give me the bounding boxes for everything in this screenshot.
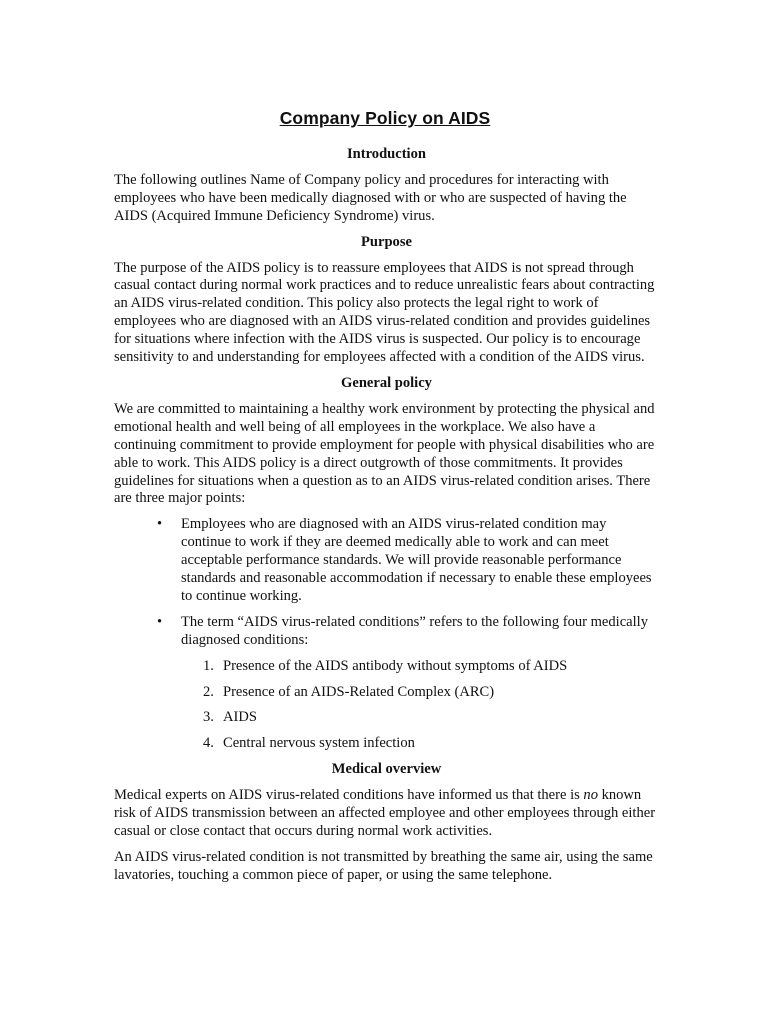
list-item — [114, 658, 659, 676]
document-body — [114, 146, 659, 893]
condition-text: AIDS — [223, 709, 257, 726]
medical-overview-heading: Medical overview — [331, 761, 442, 778]
list-item — [114, 684, 659, 702]
general-policy-heading: General policy — [341, 374, 432, 391]
purpose-heading: Purpose — [361, 233, 412, 250]
condition-text: Presence of an AIDS-Related Complex (ARC) — [223, 683, 495, 700]
medical-overview-emphasis: no — [583, 787, 598, 804]
medical-overview-paragraph-2: An AIDS virus-related condition is not transmitted by breathing the same air, using the same lavatories, touching a common piece of paper, or using the same telephone. — [114, 848, 653, 883]
list-item — [114, 709, 659, 727]
purpose-paragraph: The purpose of the AIDS policy is to reassure employees that AIDS is not spread through casual contact during normal work practices and to reduce unrealistic fears about contracting an AIDS virus-related condition. This policy also protects the legal right to work of employees who are diagnosed with an AIDS virus-related condition and provides guidelines for situations where infection with the AIDS virus is suspected. Our policy is to encourage sensitivity to and understanding for employees affected with a condition of the AIDS virus. — [114, 259, 655, 366]
condition-text: Central nervous system infection — [223, 735, 415, 752]
bullet-icon: • — [157, 516, 163, 533]
document-title: Company Policy on AIDS — [279, 108, 491, 128]
list-number: 4. — [203, 735, 214, 752]
introduction-heading: Introduction — [347, 146, 426, 162]
list-number: 2. — [203, 683, 214, 700]
bullet-text: Employees who are diagnosed with an AIDS virus-related condition may continue to work if they are deemed medically able to work and can meet acceptable performance standards. We will provide reasonable performance standards and reasonable accommodation if necessary to enable these employees to continue working. — [181, 516, 652, 604]
bullet-icon: • — [157, 613, 163, 630]
list-item — [114, 735, 659, 753]
list-number: 3. — [203, 709, 214, 726]
medical-overview-paragraph-1 — [114, 787, 659, 841]
medical-overview-text-a: Medical experts on AIDS virus-related conditions have informed us that there is — [114, 787, 584, 804]
list-item — [114, 614, 659, 650]
list-item — [114, 516, 659, 606]
bullet-text: The term “AIDS virus-related conditions” refers to the following four medically diagnosed conditions: — [181, 613, 648, 648]
major-points-list — [114, 516, 659, 649]
medical-overview-text-b: known risk of AIDS transmission between an affected employee and other employees through either casual or close contact that occurs during normal work activities. — [114, 787, 656, 839]
condition-text: Presence of the AIDS antibody without symptoms of AIDS — [223, 657, 568, 674]
general-policy-paragraph: We are committed to maintaining a healthy work environment by protecting the physical and emotional health and well being of all employees in the workplace. We also have a continuing commitment to provide employment for people with physical disabilities who are able to work. This AIDS policy is a direct outgrowth of those commitments. It provides guidelines for situations when a question as to an AIDS virus-related condition arises. There are three major points: — [114, 400, 655, 507]
list-number: 1. — [203, 657, 214, 674]
introduction-paragraph: The following outlines Name of Company policy and procedures for interacting with employees who have been medically diagnosed with or who are suspected of having the AIDS (Acquired Immune Deficiency Syndrome) virus. — [114, 171, 627, 224]
conditions-list — [114, 658, 659, 754]
